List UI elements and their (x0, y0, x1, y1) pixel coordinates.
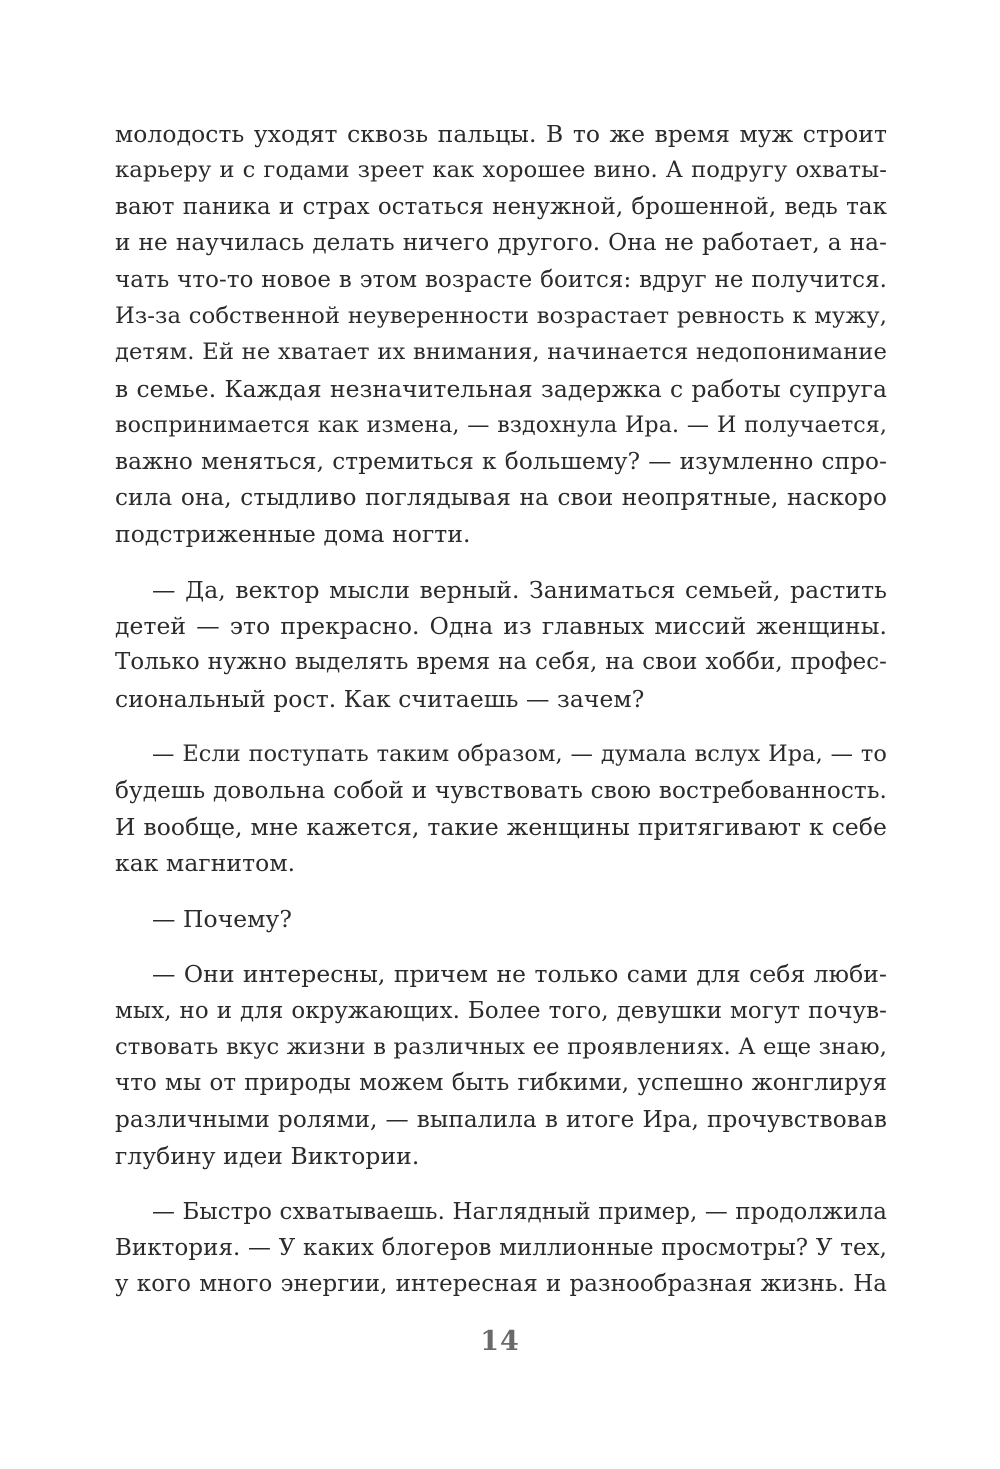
text-line: важно меняться, стремиться к большему? — изумленно спро- (115, 448, 887, 475)
text-line: как магнитом. (115, 849, 296, 878)
text-line: — Быстро схватываешь. Наглядный пример, — продолжила (152, 1198, 887, 1225)
text-line: — Если поступать таким образом, — думала вслух Ира, — то (152, 741, 887, 768)
text-line: сила она, стыдливо поглядывая на свои неопрятные, наскоро (115, 484, 887, 511)
text-line: — Почему? (152, 904, 293, 933)
text-line: молодость уходят сквозь пальцы. В то же время муж строит (115, 120, 887, 148)
paragraph-gap (115, 937, 887, 956)
text-line: глубину идеи Виктории. (115, 1142, 420, 1171)
text-line: будешь довольна собой и чувствовать свою востребованность. (115, 777, 887, 804)
text-line: ствовать вкус жизни в различных ее проявлениях. А еще знаю, (115, 1033, 887, 1060)
paragraph-gap (115, 717, 887, 736)
text-line: — Они интересны, причем не только сами для себя люби- (152, 960, 887, 989)
text-line: воспринимается как измена, — вздохнула Ира. — И получается, (115, 412, 887, 439)
text-line: вают паника и страх остаться ненужной, брошенной, ведь так (115, 193, 887, 220)
text-line: сиональный рост. Как считаешь — зачем? (115, 684, 645, 713)
body-text (115, 116, 887, 1303)
page-number: 14 (480, 1326, 520, 1357)
text-line: Виктория. — У каких блогеров миллионные просмотры? У тех, (115, 1234, 887, 1261)
text-line: в семье. Каждая незначительная задержка с работы супруга (115, 374, 887, 403)
paragraph-gap (115, 1175, 887, 1194)
text-line: что мы от природы можем быть гибкими, успешно жонглируя (115, 1070, 887, 1097)
text-line: детей — это прекрасно. Одна из главных миссий женщины. (115, 612, 887, 641)
text-line: Только нужно выделять время на себя, на свои хобби, профес- (115, 649, 887, 676)
text-line: Из-за собственной неуверенности возрастает ревность к мужу, (115, 302, 887, 329)
paragraph-gap (115, 553, 887, 572)
paragraph-gap (115, 882, 887, 901)
text-line: подстриженные дома ногти. (115, 520, 471, 549)
text-line: И вообще, мне кажется, такие женщины притягивают к себе (115, 813, 887, 842)
text-line: различными ролями, — выпалила в итоге Ира, прочувствовав (115, 1106, 887, 1133)
text-line: чать что-то новое в этом возрасте боится: вдруг не получится. (115, 266, 887, 293)
text-line: карьеру и с годами зреет как хорошее вино. А подругу охваты- (115, 157, 887, 184)
text-line: у кого много энергии, интересная и разнообразная жизнь. На (115, 1271, 887, 1298)
text-line: и не научилась делать ничего другого. Она не работает, а на- (115, 230, 887, 257)
text-line: детям. Ей не хватает их внимания, начинается недопонимание (115, 339, 887, 366)
text-line: — Да, вектор мысли верный. Заниматься семьей, растить (152, 575, 887, 604)
text-line: мых, но и для окружающих. Более того, девушки могут почув- (115, 997, 887, 1024)
